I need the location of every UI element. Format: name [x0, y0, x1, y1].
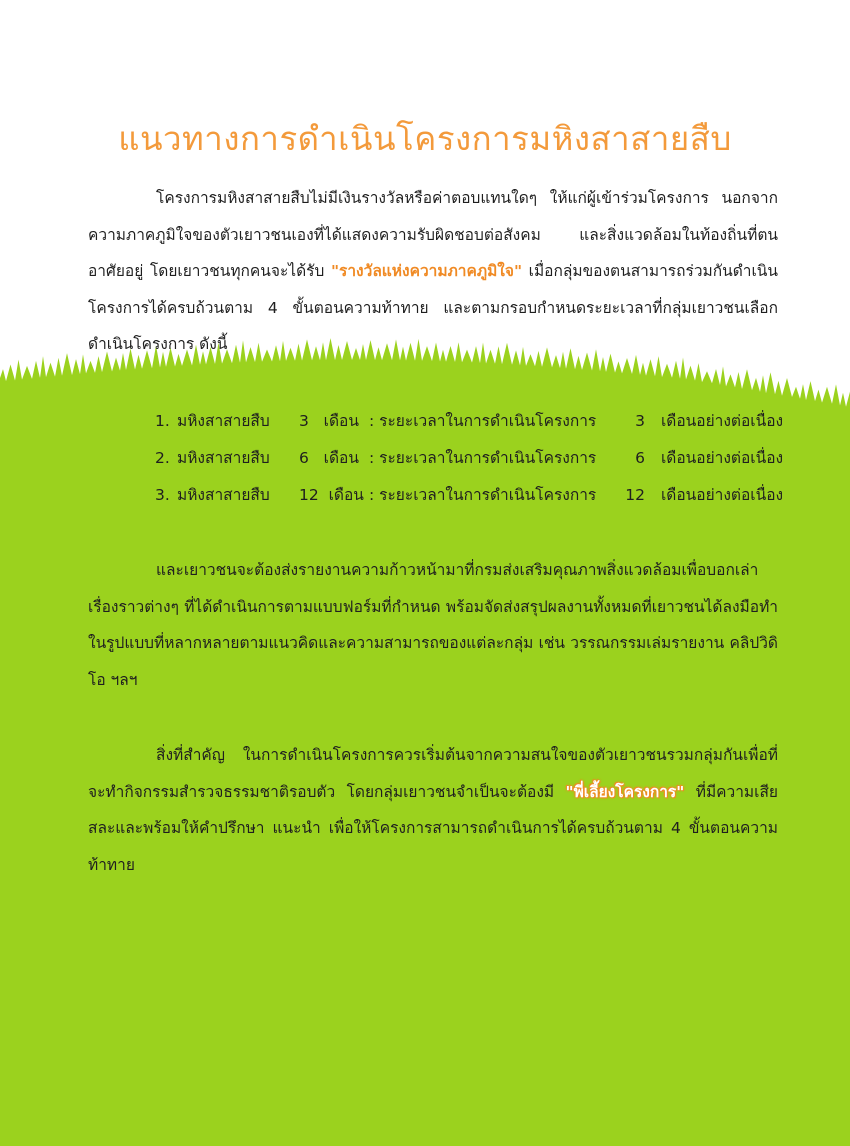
item-desc: : ระยะเวลาในการดำเนินโครงการ [369, 486, 597, 504]
intro-text-before: โครงการมหิงสาสายสืบไม่มีเงินรางวัลหรือค่าตอบแทนใดๆ ให้แก่ผู้เข้าร่วมโครงการ นอกจากความภาคภูมิใจของตัวเยาวชนเองที่ได้แสดงความรับผิดชอบต่อสังคม และสิ่งแวดล้อมในท้องถิ่นที่ตนอาศัยอยู่ โดยเยาวชนทุกคนจะได้รับ [88, 189, 778, 280]
intro-text-after: เมื่อกลุ่มของตนสามารถร่วมกันดำเนินโครงการได้ครบถ้วนตาม 4 ขั้นตอนความท้าทาย และตามกรอบกำหนดระยะเวลาที่กลุ่มเยาวชนเลือกดำเนินโครงการ ดังนี้ [88, 262, 778, 353]
item-months-2: 12 [625, 486, 645, 504]
report-paragraph [88, 552, 778, 698]
list-item [155, 403, 785, 440]
report-text: และเยาวชนจะต้องส่งรายงานความก้าวหน้ามาที่กรมส่งเสริมคุณภาพสิ่งแวดล้อมเพื่อบอกเล่าเรื่องราวต่างๆ ที่ได้ดำเนินการตามแบบฟอร์มที่กำหนด พร้อมจัดส่งสรุปผลงานทั้งหมดที่เยาวชนได้ลงมือทำในรูปแบบที่หลากหลายตามแนวคิดและความสามารถของแต่ละกลุ่ม เช่น วรรณกรรมเล่มรายงาน คลิปวิดิโอ ฯลฯ [88, 561, 778, 689]
item-name: มหิงสาสายสืบ [177, 449, 270, 467]
item-unit: เดือน [323, 412, 359, 430]
intro-paragraph [88, 180, 778, 363]
item-desc: : ระยะเวลาในการดำเนินโครงการ [369, 412, 597, 430]
item-unit: เดือน [323, 449, 359, 467]
mentor-paragraph [88, 737, 778, 883]
item-months-2: 3 [635, 412, 645, 430]
page-title: แนวทางการดำเนินโครงการมหิงสาสายสืบ [118, 119, 732, 158]
mentor-highlight: "พี่เลี้ยงโครงการ" [565, 782, 685, 801]
item-months: 3 [299, 412, 309, 430]
item-desc: : ระยะเวลาในการดำเนินโครงการ [369, 449, 597, 467]
list-item [155, 477, 785, 514]
mentor-text-before: สิ่งที่สำคัญ ในการดำเนินโครงการควรเริ่มต้นจากความสนใจของตัวเยาวชนรวมกลุ่มกันเพื่อที่จะทำกิจกรรมสำรวจธรรมชาติรอบตัว โดยกลุ่มเยาวชนจำเป็นจะต้องมี [88, 746, 778, 801]
intro-highlight: "รางวัลแห่งความภาคภูมิใจ" [330, 262, 523, 280]
mentor-text-after: ที่มีความเสียสละและพร้อมให้คำปรึกษา แนะนำ เพื่อให้โครงการสามารถดำเนินการได้ครบถ้วนตาม 4 ขั้นตอนความท้าทาย [88, 782, 778, 874]
item-months-2: 6 [635, 449, 645, 467]
item-tail: เดือนอย่างต่อเนื่อง [661, 486, 784, 504]
duration-list [155, 403, 785, 514]
item-months: 6 [299, 449, 309, 467]
item-tail: เดือนอย่างต่อเนื่อง [661, 412, 784, 430]
item-months: 12 [299, 486, 319, 504]
item-unit: เดือน [328, 486, 364, 504]
item-number: 2. [155, 449, 170, 467]
list-item [155, 440, 785, 477]
item-tail: เดือนอย่างต่อเนื่อง [661, 449, 784, 467]
item-number: 1. [155, 412, 170, 430]
item-name: มหิงสาสายสืบ [177, 486, 270, 504]
item-name: มหิงสาสายสืบ [177, 412, 270, 430]
item-number: 3. [155, 486, 170, 504]
